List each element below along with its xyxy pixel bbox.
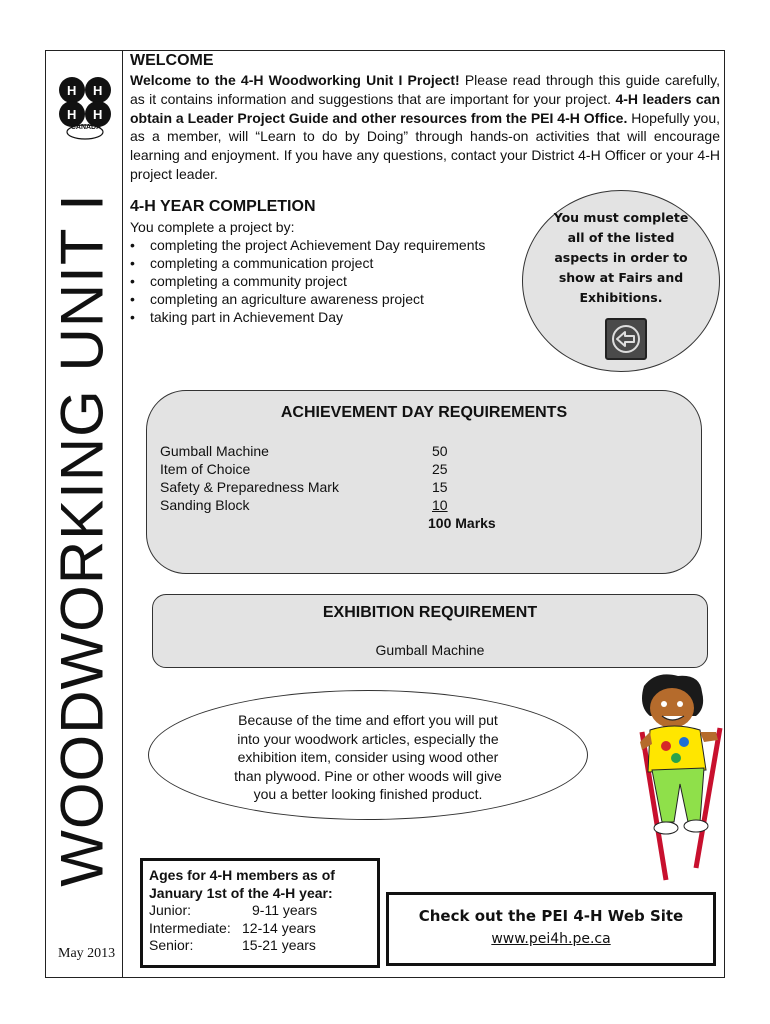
welcome-paragraph [130, 71, 720, 184]
4h-clover-logo [50, 68, 120, 146]
req-marks: 15 [432, 479, 448, 495]
age-row [149, 920, 371, 938]
issue-date: May 2013 [58, 946, 116, 961]
wood-note-line: exhibition item, consider using wood other [237, 749, 499, 766]
kid-on-stilts-illustration [604, 672, 734, 882]
logo-caption: CANADA [70, 124, 102, 131]
age-label: Junior: [149, 902, 192, 918]
svg-text:H: H [67, 107, 77, 122]
welcome-leaders-bold: 4-H leaders can obtain a Leader Project Guide and other resources from the PEI 4-H Office. [130, 90, 720, 126]
svg-text:H: H [93, 107, 103, 122]
age-range: 12-14 years [242, 919, 316, 936]
age-label: Senior: [149, 937, 194, 953]
age-range: 9-11 years [252, 902, 318, 918]
welcome-heading: WELCOME [130, 52, 214, 69]
svg-text:H: H [67, 83, 77, 98]
list-item: • completing an agriculture awareness project [128, 290, 528, 308]
back-button[interactable] [605, 318, 647, 360]
wood-note-text [160, 711, 576, 804]
req-item: Sanding Block [160, 497, 250, 513]
wood-note-line: Because of the time and effort you will put [238, 712, 498, 728]
exhibition-item: Gumball Machine [375, 642, 485, 658]
age-row [149, 902, 371, 920]
wood-note-line: than plywood. Pine or other woods will give [234, 767, 502, 784]
ages-box [140, 858, 380, 968]
note-line: aspects in order to [554, 250, 688, 265]
age-row [149, 937, 371, 955]
req-marks: 50 [432, 443, 448, 459]
age-range: 15-21 years [242, 937, 316, 953]
welcome-intro-rest: Please read through this guide carefully, as it contains information and suggestions that are important for your project. [130, 72, 721, 107]
list-item: • completing a community project [128, 272, 528, 290]
completion-heading: 4-H YEAR COMPLETION [130, 198, 316, 215]
welcome-intro-bold: Welcome to the 4-H Woodworking Unit I Project! [130, 72, 460, 88]
req-total: 100 Marks [428, 515, 496, 531]
note-circle-text [528, 208, 714, 308]
exhibition-title: EXHIBITION REQUIREMENT [322, 604, 538, 621]
website-link[interactable]: www.pei4h.pe.ca [491, 931, 611, 947]
note-line: show at Fairs and [558, 270, 684, 285]
note-line: Exhibitions. [579, 290, 663, 305]
wood-note-line: into your woodwork articles, especially the [237, 730, 499, 747]
completion-lead: You complete a project by: [130, 219, 295, 235]
back-arrow-icon [607, 320, 645, 358]
ages-heading-line: Ages for 4-H members as of [149, 867, 335, 883]
req-item: Gumball Machine [160, 443, 269, 459]
req-marks: 10 [432, 497, 448, 513]
list-item: • completing the project Achievement Day requirements [128, 236, 528, 254]
wood-note-line: you a better looking finished product. [253, 786, 483, 803]
req-item: Item of Choice [160, 461, 251, 477]
ages-heading-line: January 1st of the 4-H year: [149, 884, 333, 901]
website-box [386, 892, 716, 966]
list-item: • completing a communication project [128, 254, 528, 272]
list-item: • taking part in Achievement Day [128, 308, 528, 326]
website-callout: Check out the PEI 4-H Web Site [418, 907, 684, 925]
svg-text:H: H [93, 83, 103, 98]
note-line: You must complete [553, 210, 689, 225]
completion-list [128, 236, 528, 326]
vertical-title: WOODWORKING UNIT I [48, 193, 116, 887]
req-item: Safety & Preparedness Mark [160, 479, 339, 495]
welcome-closing: Hopefully you, as a member, will “Learn to do by Doing” through hands-on activities that will encourage learning and enjoyment. If you have any questions, contact your District 4-H Officer or your 4-H project leader. [130, 109, 721, 182]
age-label: Intermediate: [149, 919, 231, 936]
req-marks: 25 [432, 461, 448, 477]
achievement-title: ACHIEVEMENT DAY REQUIREMENTS [280, 404, 568, 421]
note-line: all of the listed [567, 230, 675, 245]
